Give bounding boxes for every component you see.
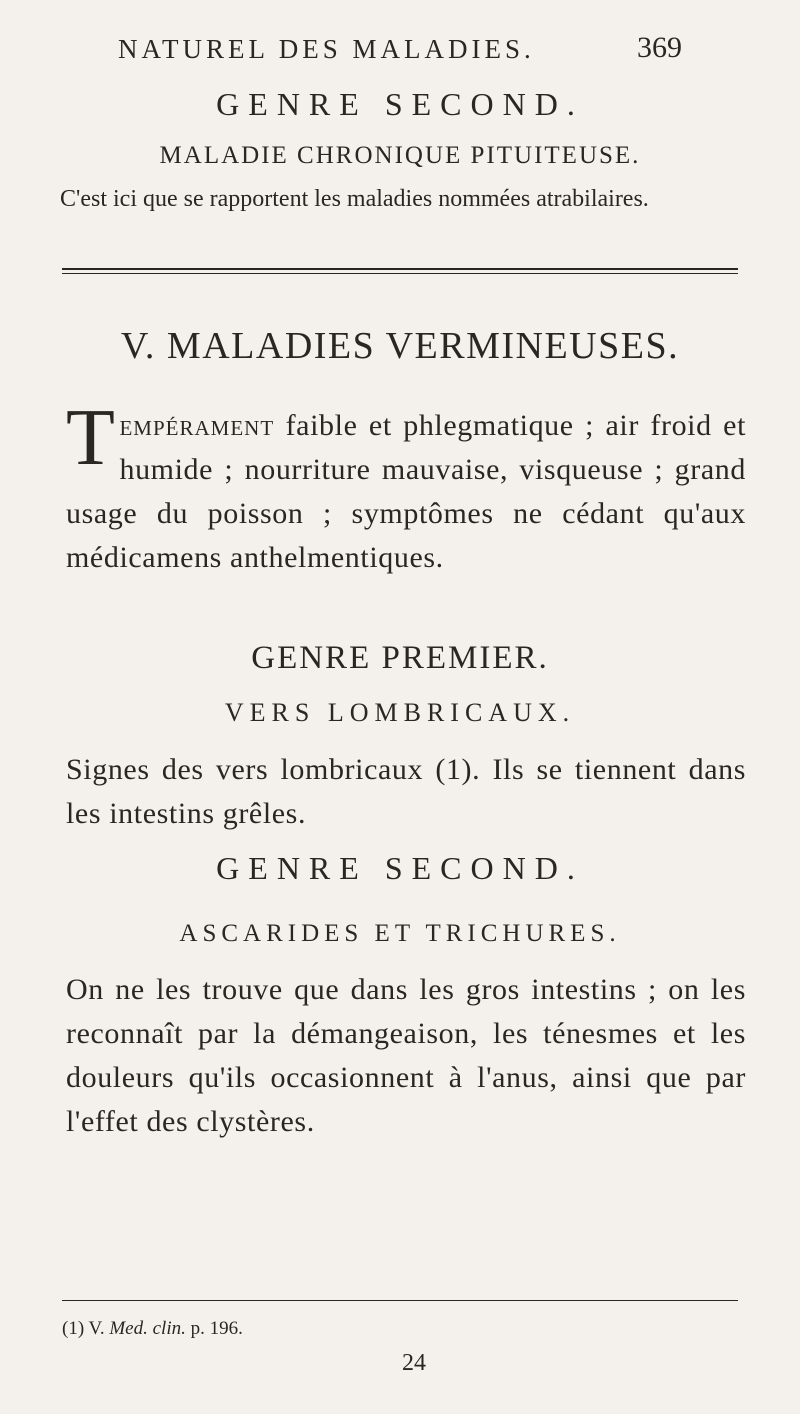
lombricaux-paragraph: Signes des vers lombricaux (1). Ils se tiennent dans les intestins grêles. bbox=[66, 753, 746, 830]
ascarides-heading: ASCARIDES ET TRICHURES. bbox=[179, 920, 621, 947]
footnote-rule bbox=[62, 1300, 738, 1301]
chronic-disease-heading: MALADIE CHRONIQUE PITUITEUSE. bbox=[159, 142, 641, 169]
footnote-page: p. 196. bbox=[190, 1318, 243, 1339]
temperament-paragraph bbox=[66, 394, 746, 580]
atrabilaires-paragraph: C'est ici que se rapportent les maladies nommées atrabilaires. bbox=[60, 186, 649, 212]
footnote-source: Med. clin. bbox=[109, 1318, 186, 1339]
genre-second-heading: GENRE SECOND. bbox=[216, 850, 584, 886]
temperament-text: faible et phlegmatique ; air froid et humide ; nourriture mauvaise, visqueuse ; grand usage du poisson ; symptômes ne cédant qu'aux médicamens anthelmentiques. bbox=[66, 409, 746, 574]
section-divider bbox=[62, 268, 738, 274]
drop-cap: T bbox=[66, 394, 116, 482]
lead-smallcaps: empérament bbox=[119, 409, 275, 442]
footnote-marker: (1) V. bbox=[62, 1318, 105, 1339]
lombricaux-heading: VERS LOMBRICAUX. bbox=[224, 698, 576, 727]
section-title: V. MALADIES VERMINEUSES. bbox=[120, 325, 680, 367]
footnote bbox=[62, 1318, 243, 1340]
ascarides-paragraph: On ne les trouve que dans les gros intestins ; on les reconnaît par la démangeaison, les ténesmes et les douleurs qu'ils occasionnent à l'anus, ainsi que par l'effet des clystères. bbox=[66, 973, 746, 1138]
signature-mark: 24 bbox=[402, 1350, 426, 1376]
genre-premier-heading: GENRE PREMIER. bbox=[251, 640, 549, 676]
genre-second-heading-top: GENRE SECOND. bbox=[216, 86, 584, 122]
running-head bbox=[118, 31, 682, 74]
running-title: NATUREL DES MALADIES. bbox=[118, 34, 535, 64]
page-number: 369 bbox=[637, 31, 682, 64]
